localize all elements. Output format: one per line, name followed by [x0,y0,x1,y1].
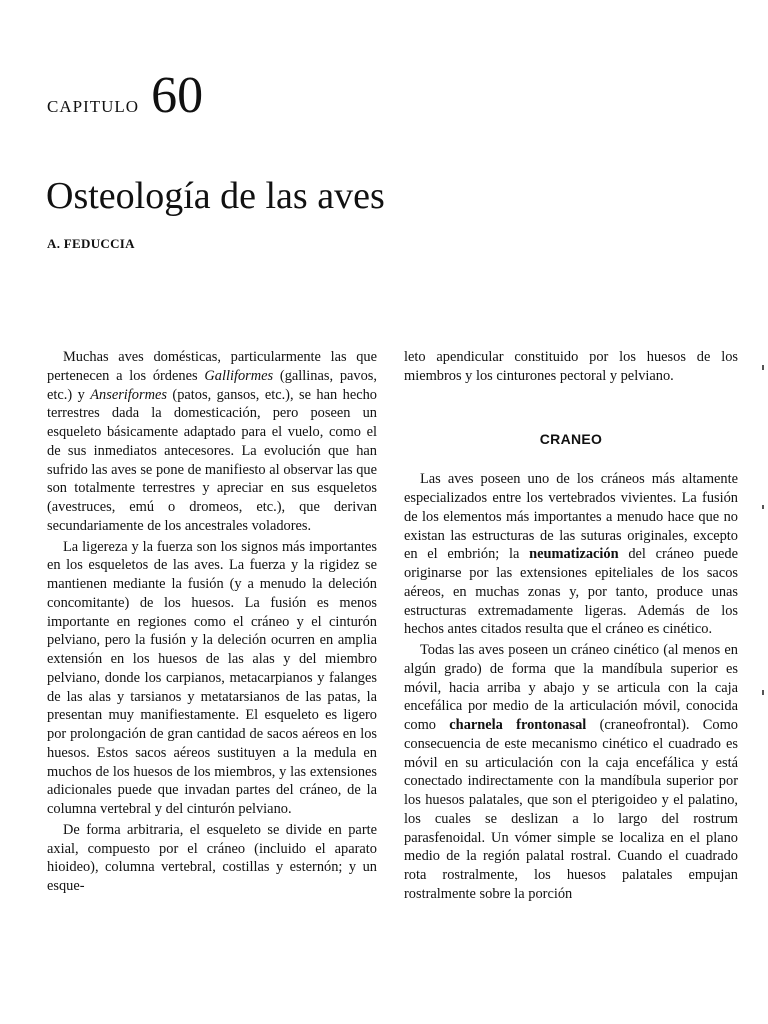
page-title: Osteología de las aves [46,175,385,217]
chapter-header [47,67,204,124]
paragraph-kinetic: Todas las aves poseen un cráneo cinético (al menos en algún grado) de forma que la mandíbula superior es móvil, hacia arriba y abajo y se articula con la caja encefálica por medio de la articulación móvil, conocida como charnela frontonasal (craneofrontal). Como consecuencia de este mecanismo cinético el cuadrado es móvil en su articulación con la caja encefálica y está conectado indirectamente con la mandíbula superior por los huesos palatales, que son el pterigoideo y el palatino, los cuales se deslizan a lo largo del rostrum parasfenoidal. Un vómer simple se localiza en el plano medio de la región palatal rostral. Cuando el cuadrado rota rostralmente, los huesos palatales empujan rostralmente sobre la porción [404,642,738,902]
scan-edge-mark [762,365,764,370]
charnela-term: charnela frontonasal [449,717,587,733]
paragraph-lightness: La ligereza y la fuerza son los signos más importantes en los esqueletos de las aves. La fuerza y la rigidez se mantienen mediante la fusión (y a menudo la deleción concomitante) de los huesos. La fusión es menos importante en regiones como el cráneo y el cinturón pelviano, pero la fusión y la deleción ocurren en amplia extensión en los huesos de las alas y del miembro pelviano, donde los carpianos, metacarpianos y falanges de las alas y tarsianos y metatarsianos de las patas, la presentan muy manifiestamente. El esqueleto es ligero por prolongación de gran cantidad de sacos aéreos en los huesos. Estos sacos aéreos sustituyen a la medula en muchos de los huesos de los miembros, y las extensiones adicionales puede que invadan partes del cráneo, de la columna vertebral y del cinturón pelviano. [47,538,377,817]
author-name: A. FEDUCCIA [47,236,135,251]
galliformes-term: Galliformes [204,367,274,384]
paragraph-division: De forma arbitraria, el esqueleto se divide en parte axial, compuesto por el cráneo (incluido el aparato hioideo), columna vertebral, costillas y esternón; y un esque- [47,821,377,894]
scan-edge-mark [762,690,764,695]
chapter-label: CAPITULO [47,97,140,116]
anseriformes-term: Anseriformes [90,386,167,403]
neumatizacion-term: neumatización [529,546,619,563]
left-column [47,348,377,896]
paragraph-intro: Muchas aves domésticas, particularmente las que pertenecen a los órdenes Galliformes (gallinas, pavos, etc.) y Anseriformes (patos, gansos, etc.), se han hecho terrestres dada la domesticación, pero poseen un esqueleto básicamente adaptado para el vuelo, como el de sus inmediatos antecesores. La evolución que han sufrido las aves se pone de manifiesto al observar las que son totalmente terrestres y apreciar en sus esqueletos (avestruces, emú o dromeos, etc.), que derivan secundariamente de los ancestrales voladores. [47,349,377,534]
scan-edge-mark [762,505,764,509]
section-heading-craneo: CRANEO [539,430,603,447]
paragraph-continued: leto apendicular constituido por los huesos de los miembros y los cinturones pectoral y pelviano. [404,349,738,384]
paragraph-skull: Las aves poseen uno de los cráneos más altamente especializados entre los vertebrados vivientes. La fusión de los elementos más importantes a menudo hace que no existan las estructuras de las suturas originales, excepto en el embrión; la neumatización del cráneo puede originarse por las extensiones epiteliales de los sacos aéreos, en muchas zonas y, por tanto, produce unas estructuras extremadamente ligeras. Además de los hechos antes citados resulta que el cráneo es cinético. [404,471,738,638]
chapter-number: 60 [151,67,204,124]
right-column [404,348,738,904]
